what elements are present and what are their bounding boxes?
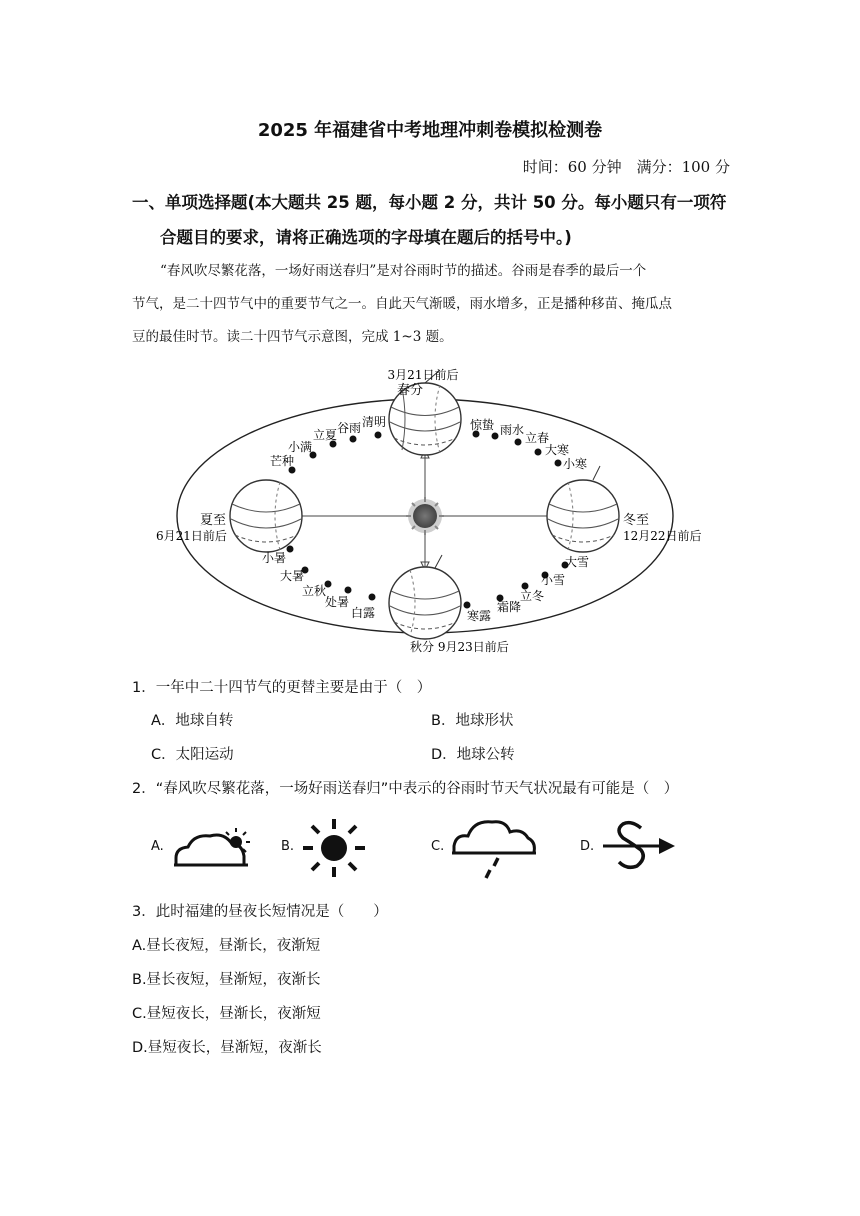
term-xiaohan: 小寒 [563,457,588,471]
spring-date-label: 3月21日前后 [387,368,459,382]
q2-option-a-label[interactable]: A. [151,839,164,854]
term-qingming: 清明 [362,415,387,429]
autumn-caption-label: 秋分 9月23日前后 [410,640,509,654]
solar-terms-diagram [140,362,710,658]
term-daxue: 大雪 [565,555,590,569]
passage-line2: 节气，是二十四节气中的重要节气之一。自此天气渐暖，雨水增多，正是播种移苗、掩瓜点 [132,296,672,312]
term-xiaoxue: 小雪 [541,573,566,587]
q2-stem: 2．“春风吹尽繁花落，一场好雨送春归”中表示的谷雨时节天气状况最有可能是（ ） [132,781,679,797]
sun-icon [406,497,444,535]
term-chushu: 处暑 [325,595,350,609]
term-shuangjiang: 霜降 [497,600,522,614]
winter-name-label: 冬至 [623,513,650,528]
winter-date-label: 12月22日前后 [623,529,702,543]
summer-name-label: 夏至 [200,513,227,528]
earth-winter-icon [547,466,619,552]
page-title: 2025 年福建省中考地理冲刺卷模拟检测卷 [257,120,603,141]
q3-option-a[interactable]: A.昼长夜短，昼渐长，夜渐短 [132,938,321,954]
summer-date-label: 6月21日前后 [156,529,227,543]
q1-stem: 1．一年中二十四节气的更替主要是由于（ ） [132,680,432,696]
section-heading-line2: 合题目的要求，请将正确选项的字母填在题后的括号中。) [160,228,572,247]
q3-stem: 3．此时福建的昼夜长短情况是（ ） [132,904,388,920]
term-bailu: 白露 [351,606,376,620]
q1-option-b[interactable]: B．地球形状 [431,713,514,729]
sunny-icon[interactable] [300,816,368,880]
term-mangzhong: 芒种 [270,454,295,468]
q1-option-a[interactable]: A．地球自转 [151,713,234,729]
wind-symbol-icon[interactable] [597,818,677,874]
earth-summer-icon [230,480,302,552]
section-heading-line1: 一、单项选择题(本大题共 25 题，每小题 2 分，共计 50 分。每小题只有一项符 [132,193,727,212]
term-lichun: 立春 [525,431,550,445]
q1-option-c[interactable]: C．太阳运动 [151,747,234,763]
term-guyu: 谷雨 [337,421,362,435]
q3-option-c[interactable]: C.昼短夜长，昼渐长，夜渐短 [132,1006,321,1022]
earth-autumn-icon [389,555,461,639]
term-lixia: 立夏 [313,428,338,442]
spring-name-label: 春分 [396,383,424,398]
term-yushui: 雨水 [500,423,525,437]
q3-option-b[interactable]: B.昼长夜短，昼渐短，夜渐长 [132,972,321,988]
q1-option-d[interactable]: D．地球公转 [431,747,515,763]
rain-cloud-icon[interactable] [450,816,540,880]
term-jingzhe: 惊蛰 [470,418,495,432]
passage-line3: 豆的最佳时节。读二十四节气示意图，完成 1~3 题。 [132,329,453,345]
q3-option-d[interactable]: D.昼短夜长，昼渐短，夜渐长 [132,1040,322,1056]
term-xiaoshu: 小暑 [262,551,287,565]
time-score-info: 时间：60 分钟 满分：100 分 [522,158,730,176]
partly-cloudy-icon[interactable] [172,822,254,870]
term-dahan: 大寒 [545,443,570,457]
term-xiaoman: 小满 [288,440,313,454]
term-liqiu: 立秋 [302,584,327,598]
term-hanlu: 寒露 [467,609,492,623]
passage-line1: “春风吹尽繁花落，一场好雨送春归”是对谷雨时节的描述。谷雨是春季的最后一个 [160,263,647,279]
q2-option-b-label[interactable]: B. [281,839,295,854]
term-dashu: 大暑 [280,569,305,583]
term-lidong: 立冬 [520,589,545,603]
q2-option-c-label[interactable]: C. [431,839,445,854]
q2-option-d-label[interactable]: D. [580,839,595,854]
